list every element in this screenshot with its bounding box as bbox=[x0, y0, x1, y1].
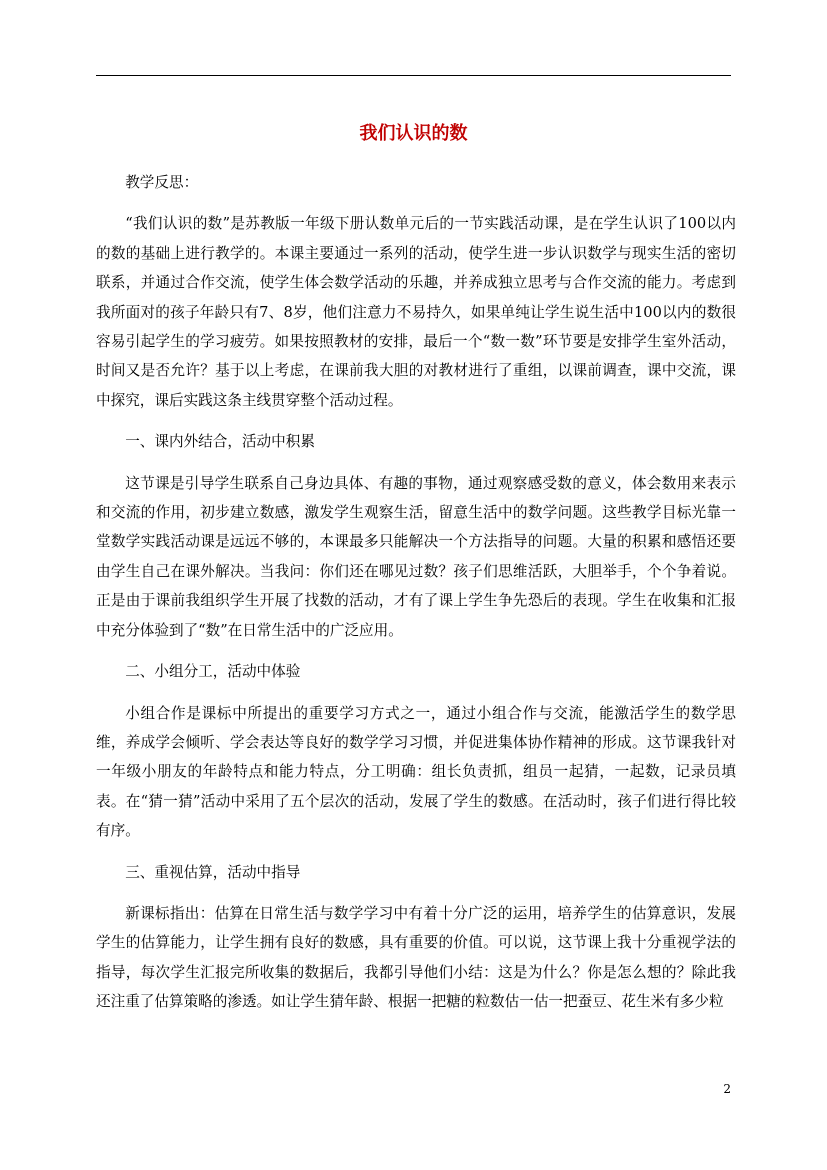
section-paragraph-3: 新课标指出：估算在日常生活与数学学习中有着十分广泛的运用，培养学生的估算意识，发展学生的估算能力，让学生拥有良好的数感，具有重要的价值。可以说，这节课上我十分重视学法的指导，每次学生汇报完所收集的数据后，我都引导他们小结：这是为什么？你是怎么想的？除此我还注重了估算策略的渗透。如让学生猜年龄、根据一把糖的粒数估一估一把蚕豆、花生米有多少粒 bbox=[96, 904, 736, 1011]
section-paragraph-1: 这节课是引导学生联系自己身边具体、有趣的事物，通过观察感受数的意义，体会数用来表示和交流的作用，初步建立数感，激发学生观察生活，留意生活中的数学问题。这些教学目标光靠一堂数学实践活动课是远远不够的，本课最多只能解决一个方法指导的问题。大量的积累和感悟还要由学生自己在课外解决。当我问：你们还在哪见过数？孩子们思维活跃，大胆举手，个个争着说。正是由于课前我组织学生开展了找数的活动，才有了课上学生争先恐后的表现。学生在收集和汇报中充分体验到了“数”在日常生活中的广泛应用。 bbox=[96, 474, 736, 639]
section-paragraph-2: 小组合作是课标中所提出的重要学习方式之一，通过小组合作与交流，能激活学生的数学思维，养成学会倾听、学会表达等良好的数学学习习惯，并促进集体协作精神的形成。这节课我针对一年级小朋友的年龄特点和能力特点，分工明确：组长负责抓，组员一起猜，一起数，记录员填表。在“猜一猜”活动中采用了五个层次的活动，发展了学生的数感。在活动时，孩子们进行得比较有序。 bbox=[96, 704, 736, 840]
document-body bbox=[96, 168, 736, 1029]
section-heading-2: 二、小组分工，活动中体验 bbox=[125, 663, 301, 681]
reflection-label: 教学反思： bbox=[125, 174, 199, 191]
section-heading-3: 三、重视估算，活动中指导 bbox=[125, 863, 301, 881]
header-rule bbox=[96, 75, 731, 76]
section-heading-1: 一、课内外结合，活动中积累 bbox=[125, 433, 315, 451]
page-number: 2 bbox=[723, 1082, 731, 1096]
document-title: 我们认识的数 bbox=[359, 123, 468, 144]
intro-paragraph: “我们认识的数”是苏教版一年级下册认数单元后的一节实践活动课，是在学生认识了100以内的数的基础上进行教学的。本课主要通过一系列的活动，使学生进一步认识数学与现实生活的密切联系，并通过合作交流，使学生体会数学活动的乐趣，并养成独立思考与合作交流的能力。考虑到我所面对的孩子年龄只有7、8岁，他们注意力不易持久，如果单纯让学生说生活中100以内的数很容易引起学生的学习疲劳。如果按照教材的安排，最后一个“数一数”环节要是安排学生室外活动，时间又是否允许？基于以上考虑，在课前我大胆的对教材进行了重组，以课前调查，课中交流，课中探究，课后实践这条主线贯穿整个活动过程。 bbox=[96, 215, 736, 409]
